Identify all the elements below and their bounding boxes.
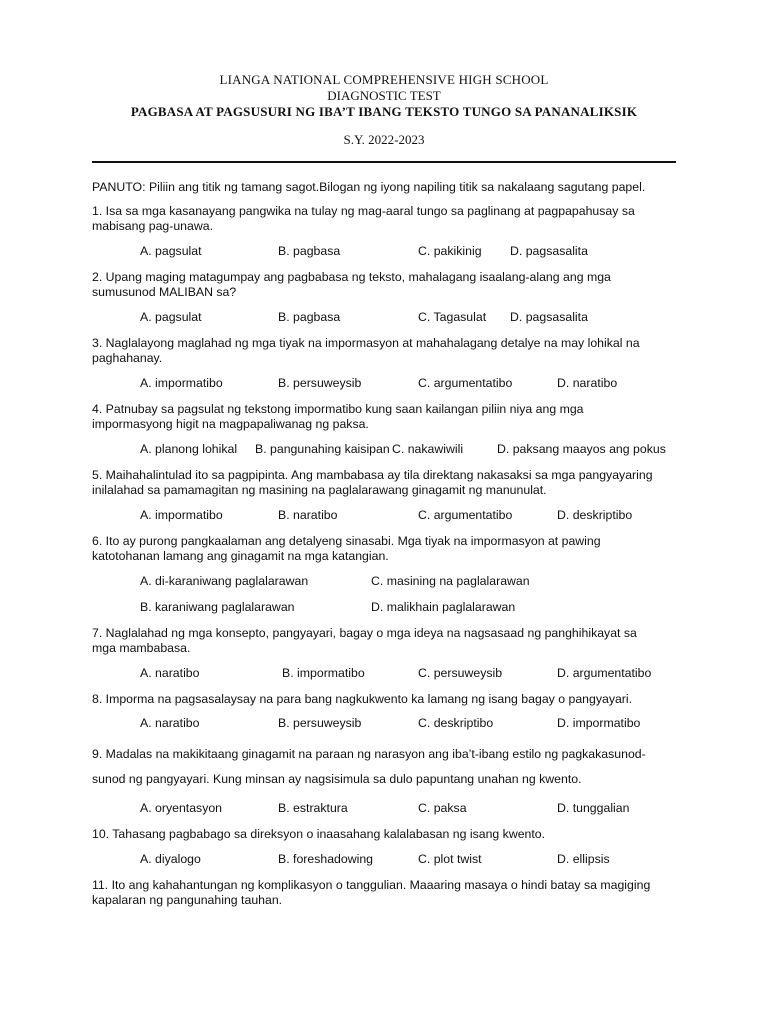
question-11	[92, 878, 660, 909]
choice-d[interactable]: D. paksang maayos ang pokus	[497, 441, 666, 456]
choice-d[interactable]: D. naratibo	[557, 375, 618, 390]
question-7	[92, 626, 660, 682]
choice-b[interactable]: B. naratibo	[278, 507, 338, 522]
choice-row	[92, 244, 660, 260]
choice-c[interactable]: C. masining na paglalarawan	[371, 573, 530, 588]
question-3	[92, 336, 660, 392]
choice-b[interactable]: B. karaniwang paglalarawan	[140, 599, 295, 614]
choice-row	[92, 716, 660, 732]
question-5	[92, 468, 660, 524]
choice-a[interactable]: A. impormatibo	[140, 375, 223, 390]
question-stem: 9. Madalas na makikitaang ginagamit na paraan ng narasyon ang iba’t-ibang estilo ng pagkakasunod-sunod ng pangyayari. Kung minsan ay nagsisimula sa dulo papuntang unahan ng kwento.	[92, 747, 646, 786]
question-8	[92, 692, 660, 733]
subject-title: PAGBASA AT PAGSUSURI NG IBA’T IBANG TEKSTO TUNGO SA PANANALIKSIK	[130, 104, 638, 119]
choice-c[interactable]: C. Tagasulat	[418, 309, 487, 324]
choice-a[interactable]: A. naratibo	[140, 716, 200, 730]
choice-c[interactable]: C. persuweysib	[418, 665, 503, 680]
choice-a[interactable]: A. planong lohikal	[140, 441, 238, 456]
choice-d[interactable]: D. ellipsis	[557, 851, 610, 866]
choice-c[interactable]: C. plot twist	[418, 851, 482, 866]
choice-b[interactable]: B. persuweysib	[278, 375, 362, 390]
choice-c[interactable]: C. nakawiwili	[392, 441, 464, 456]
choice-row	[92, 600, 660, 616]
question-stem: 5. Maihahalintulad ito sa pagpipinta. Ang mambabasa ay tila direktang nakasaksi sa mga pangyayaring inilalahad sa pamamagitan ng masining na paglalarawang ginagamit ng manunulat.	[92, 467, 653, 497]
test-body	[92, 180, 666, 918]
question-stem: 2. Upang maging matagumpay ang pagbabasa ng teksto, mahalagang isaalang-alang ang mga sumusunod MALIBAN sa?	[92, 269, 611, 299]
question-stem: 3. Naglalayong maglahad ng mga tiyak na impormasyon at mahahalagang detalye na may lohikal na paghahanay.	[92, 335, 640, 365]
question-stem: 1. Isa sa mga kasanayang pangwika na tulay ng mag-aaral tungo sa paglinang at pagpapahusay sa mabisang pag-unawa.	[92, 203, 635, 233]
choice-a[interactable]: A. diyalogo	[140, 851, 201, 866]
question-stem: 10. Tahasang pagbabago sa direksyon o inaasahang kalalabasan ng isang kwento.	[92, 827, 546, 841]
question-10	[92, 827, 660, 868]
choice-a[interactable]: A. di-karaniwang paglalarawan	[140, 573, 309, 588]
choice-row	[92, 441, 666, 458]
choice-d[interactable]: D. impormatibo	[557, 716, 641, 730]
choice-row	[92, 310, 660, 326]
question-stem: 4. Patnubay sa pagsulat ng tekstong impormatibo kung saan kailangan piliin niya ang mga impormasyong higit na magpapaliwanag ng paksa.	[92, 401, 584, 431]
choice-c[interactable]: C. paksa	[418, 801, 467, 815]
choice-d[interactable]: D. deskriptibo	[557, 507, 633, 522]
question-stem: 11. Ito ang kahahantungan ng komplikasyon o tanggulian. Maaaring masaya o hindi batay sa magiging kapalaran ng pangunahing tauhan.	[92, 877, 651, 907]
choice-c[interactable]: C. pakikinig	[418, 243, 482, 258]
header-divider	[92, 161, 676, 163]
question-6	[92, 534, 660, 616]
choice-row	[92, 376, 660, 392]
choice-b[interactable]: B. foreshadowing	[278, 851, 374, 866]
choice-d[interactable]: D. argumentatibo	[557, 665, 652, 680]
choice-a[interactable]: A. naratibo	[140, 665, 200, 680]
test-title: DIAGNOSTIC TEST	[327, 88, 441, 103]
choice-b[interactable]: B. estraktura	[278, 801, 348, 815]
choice-b[interactable]: B. persuweysib	[278, 716, 362, 730]
choice-row	[92, 801, 660, 817]
choice-b[interactable]: B. pagbasa	[278, 243, 341, 258]
choice-b[interactable]: B. impormatibo	[282, 665, 365, 680]
choice-a[interactable]: A. impormatibo	[140, 507, 223, 522]
question-stem: 7. Naglalahad ng mga konsepto, pangyayari, bagay o mga ideya na nagsasaad ng panghihikayat sa mga mambabasa.	[92, 625, 637, 655]
choice-d[interactable]: D. pagsasalita	[510, 243, 588, 258]
question-4	[92, 401, 666, 458]
choice-d[interactable]: D. malikhain paglalarawan	[371, 599, 516, 614]
question-2	[92, 270, 660, 326]
school-name: LIANGA NATIONAL COMPREHENSIVE HIGH SCHOOL	[219, 72, 549, 87]
choice-c[interactable]: C. argumentatibo	[418, 375, 513, 390]
choice-b[interactable]: B. pagbasa	[278, 309, 341, 324]
choice-a[interactable]: A. oryentasyon	[140, 801, 223, 815]
choice-b[interactable]: B. pangunahing kaisipan	[255, 441, 390, 456]
school-year: S.Y. 2022-2023	[343, 132, 425, 147]
choice-row	[92, 574, 660, 590]
choice-d[interactable]: D. pagsasalita	[510, 309, 588, 324]
question-stem: 6. Ito ay purong pangkaalaman ang detalyeng sinasabi. Mga tiyak na impormasyon at pawing katotohanan lamang ang ginagamit na mga katangian.	[92, 533, 601, 563]
choice-a[interactable]: A. pagsulat	[140, 309, 202, 324]
question-9	[92, 742, 660, 817]
question-stem: 8. Imporma na pagsasalaysay na para bang nagkukwento ka lamang ng isang bagay o pangyayari.	[92, 691, 633, 706]
choice-c[interactable]: C. argumentatibo	[418, 507, 513, 522]
choice-row	[92, 852, 660, 868]
question-1	[92, 204, 660, 260]
choice-d[interactable]: D. tunggalian	[557, 801, 630, 815]
instructions: PANUTO: Piliin ang titik ng tamang sagot.Bilogan ng iyong napiling titik sa nakalaang sagutang papel.	[92, 180, 646, 194]
choice-row	[92, 508, 660, 524]
choice-a[interactable]: A. pagsulat	[140, 243, 202, 258]
choice-c[interactable]: C. deskriptibo	[418, 716, 494, 730]
choice-row	[92, 666, 660, 682]
